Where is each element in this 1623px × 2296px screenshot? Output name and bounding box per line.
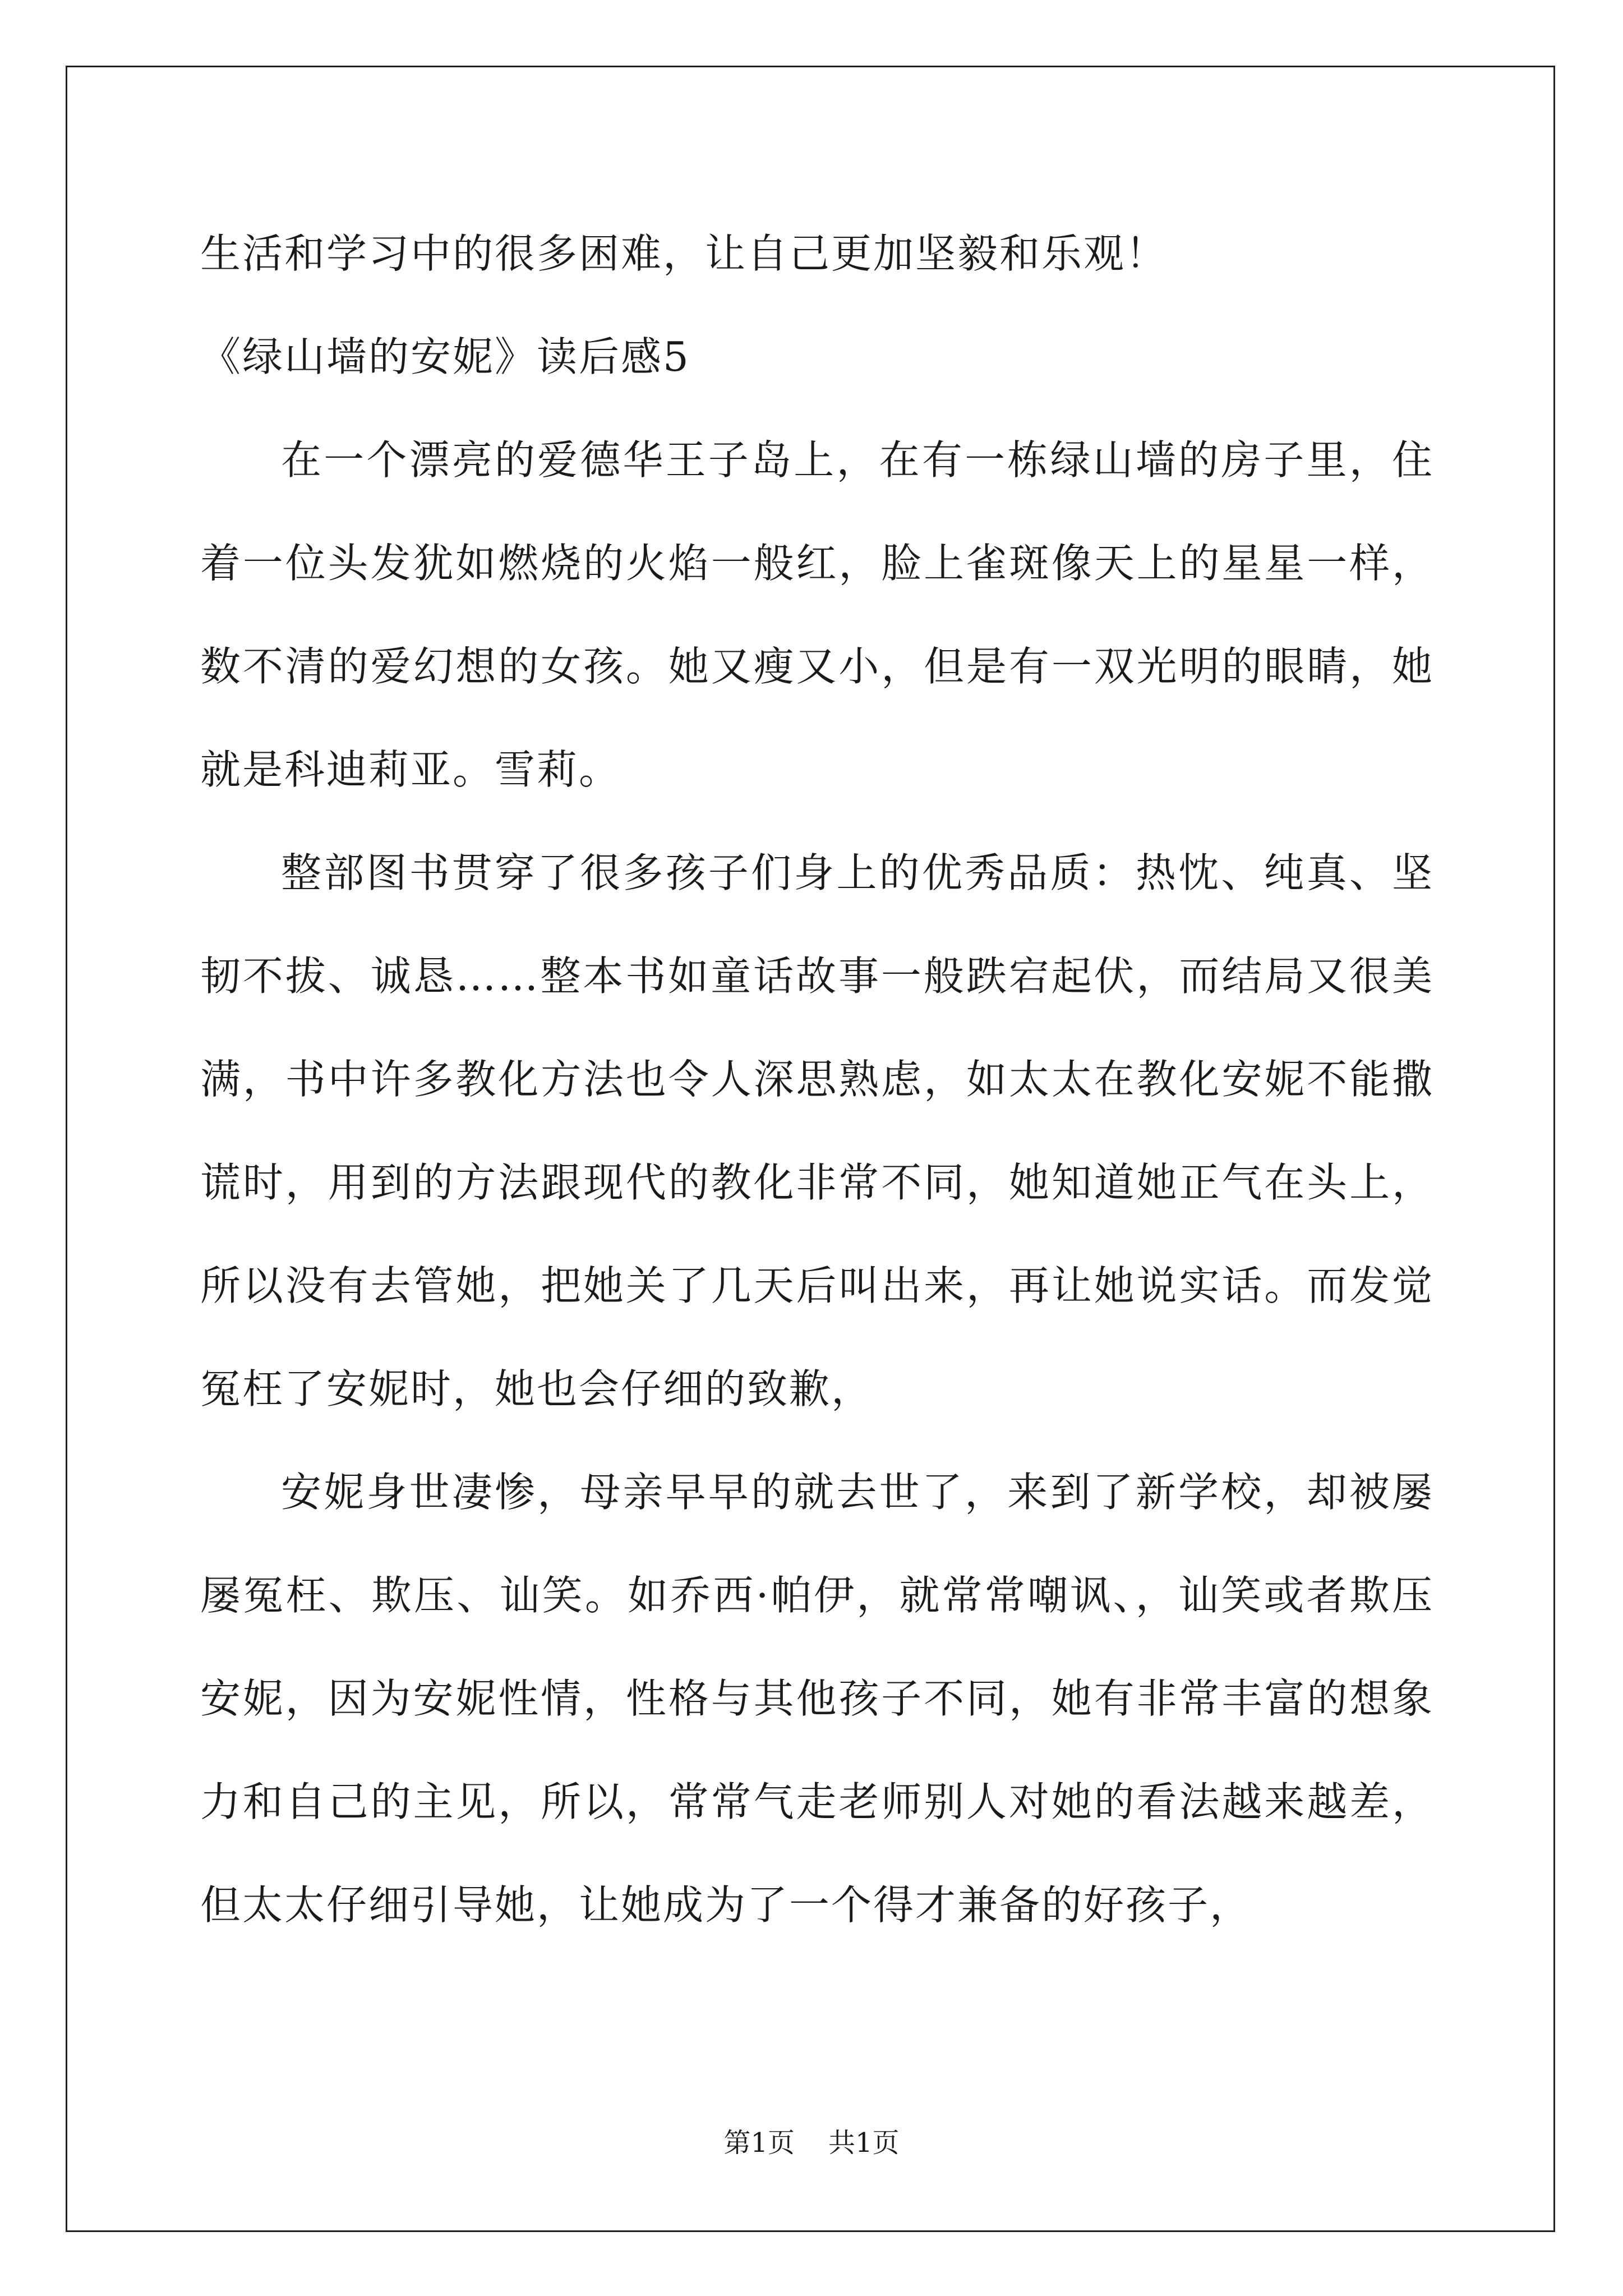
page-total: 共1页 [828,2127,900,2159]
paragraph-3: 安妮身世凄惨，母亲早早的就去世了，来到了新学校，却被屡屡冤枉、欺压、讪笑。如乔西·帕伊，就常常嘲讽、，讪笑或者欺压安妮，因为安妮性情，性格与其他孩子不同，她有非常丰富的想象力和自己的主见，所以，常常气走老师别人对她的看法越来越差，但太太仔细引导她，让她成为了一个得才兼备的好孩子， [200,1469,1434,1929]
paragraph-2: 整部图书贯穿了很多孩子们身上的优秀品质：热忱、纯真、坚韧不拔、诚恳……整本书如童话故事一般跌宕起伏，而结局又很美满，书中许多教化方法也令人深思熟虑，如太太在教化安妮不能撒谎时，用到的方法跟现代的教化非常不同，她知道她正气在头上，所以没有去管她，把她关了几天后叫出来，再让她说实话。而发觉冤枉了安妮时，她也会仔细的致歉， [200,849,1434,1412]
paragraph-1: 在一个漂亮的爱德华王子岛上，在有一栋绿山墙的房子里，住着一位头发犹如燃烧的火焰一般红，脸上雀斑像天上的星星一样，数不清的爱幻想的女孩。她又瘦又小，但是有一双光明的眼睛，她就是科迪莉亚。雪莉。 [200,436,1434,793]
page-number: 第1页 [723,2127,795,2159]
document-body [200,202,1434,1957]
lead-line: 生活和学习中的很多困难，让自己更加坚毅和乐观！ [200,230,1168,277]
page-footer [0,2126,1623,2160]
section-title: 《绿山墙的安妮》读后感5 [200,333,690,380]
